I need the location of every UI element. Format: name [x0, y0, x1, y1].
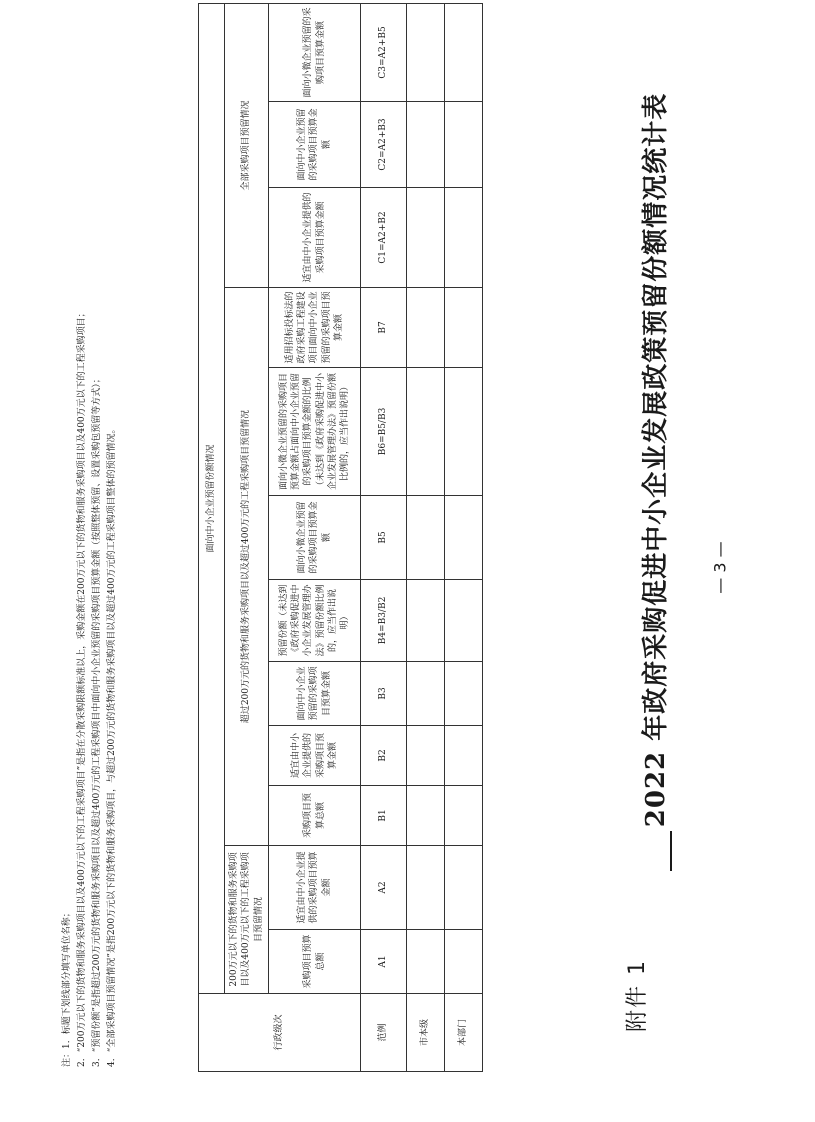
- page-number-wrap: [700, 540, 740, 600]
- header-under200-group: 200万元以下的货物和服务采购项目以及400万元以下的工程采购项目预留情况: [225, 846, 269, 994]
- header-b5: 面向小微企业预留的采购项目预算金额: [269, 496, 361, 580]
- cell-b1: B1: [361, 786, 407, 846]
- cell-b5: B5: [361, 496, 407, 580]
- cell-c2: C2=A2+B3: [361, 102, 407, 188]
- header-b3: 面向中小企业预留的采购项目预算金额: [269, 662, 361, 726]
- row-label: 范例: [361, 994, 407, 1072]
- header-b2: 适宜由中小企业提供的采购项目预算金额: [269, 726, 361, 786]
- statistics-table: [198, 3, 483, 1072]
- cell-b3: B3: [361, 662, 407, 726]
- header-b1: 采购项目预算总额: [269, 786, 361, 846]
- cell-b4: B4=B3/B2: [361, 580, 407, 662]
- cell-b7: B7: [361, 288, 407, 368]
- header-sme-group: 面向中小企业预留份额情况: [199, 3, 225, 993]
- header-c2: 面向中小企业预留的采购项目预算金额: [269, 102, 361, 188]
- note-3: 3．“预留份额”是指超过200万元的货物和服务采购项目以及超过400万元的工程采购项目中面向中小企业预留的采购项目预算金额（按照整体预留、设置采购包预留等方式）；: [92, 374, 102, 1067]
- cell-a2: A2: [361, 846, 407, 930]
- header-b7: 适用招标投标法的政府采购工程建设项目面向中小企业预留的采购项目预算金额: [269, 288, 361, 368]
- table-row: [445, 3, 483, 1071]
- note-2: 2．“200万元以下的货物和服务采购项目以及400万元以下的工程采购项目”是指在分散采购限额标准以上，采购金额在200万元以下的货物和服务采购项目以及400万元以下的工程采购项目；: [77, 308, 87, 1067]
- row-label: 本部门: [445, 994, 483, 1072]
- cell-b6: B6=B5/B3: [361, 368, 407, 496]
- title-text: 2022 年政府采购促进中小企业发展政策预留份额情况统计表: [641, 92, 671, 828]
- page-title: [635, 52, 672, 912]
- header-over200-group: 超过200万元的货物和服务采购项目以及超过400万元的工程采购项目预留情况: [225, 288, 269, 846]
- header-a1: 采购项目预算总额: [269, 930, 361, 994]
- cell-b2: B2: [361, 726, 407, 786]
- header-a2: 适宜由中小企业提供的采购项目预算金额: [269, 846, 361, 930]
- header-c3: 面向小微企业预留的采购项目预算金额: [269, 3, 361, 101]
- note-1: 注：1．标题下划线部分填写单位名称；: [62, 908, 72, 1067]
- table-row: [407, 3, 445, 1071]
- page-number: — 3 —: [710, 541, 730, 594]
- note-4: 4．“全部采购项目预留情况”是指200万元以下的货物和服务采购项目，与超过200万元的货物和服务采购项目以及超过400万元的工程采购项目整体的预留情况。: [107, 424, 117, 1067]
- cell-a1: A1: [361, 930, 407, 994]
- header-b4: 预留份额（未达到《政府采购促进中小企业发展管理办法》预留份额比例的，应当作出说明）: [269, 580, 361, 662]
- cell-c1: C1=A2+B2: [361, 188, 407, 288]
- attachment-label: 附件 1: [625, 959, 650, 1032]
- footnotes: [60, 57, 120, 1067]
- header-b6: 面向小微企业预留的采购项目预算金额占面向中小企业预留的采购项目预算金额的比例（未达到《政府采购促进中小企业发展管理办法》预留份额比例的，应当作出说明）: [269, 368, 361, 496]
- unit-name-underline: [646, 831, 672, 871]
- cell-c3: C3=A2+B5: [361, 3, 407, 101]
- row-label: 市本级: [407, 994, 445, 1072]
- header-all-group: 全部采购项目预留情况: [225, 3, 269, 287]
- header-c1: 适宜由中小企业提供的采购项目预算金额: [269, 188, 361, 288]
- table-row: [361, 3, 407, 1071]
- header-level: 行政级次: [199, 994, 361, 1072]
